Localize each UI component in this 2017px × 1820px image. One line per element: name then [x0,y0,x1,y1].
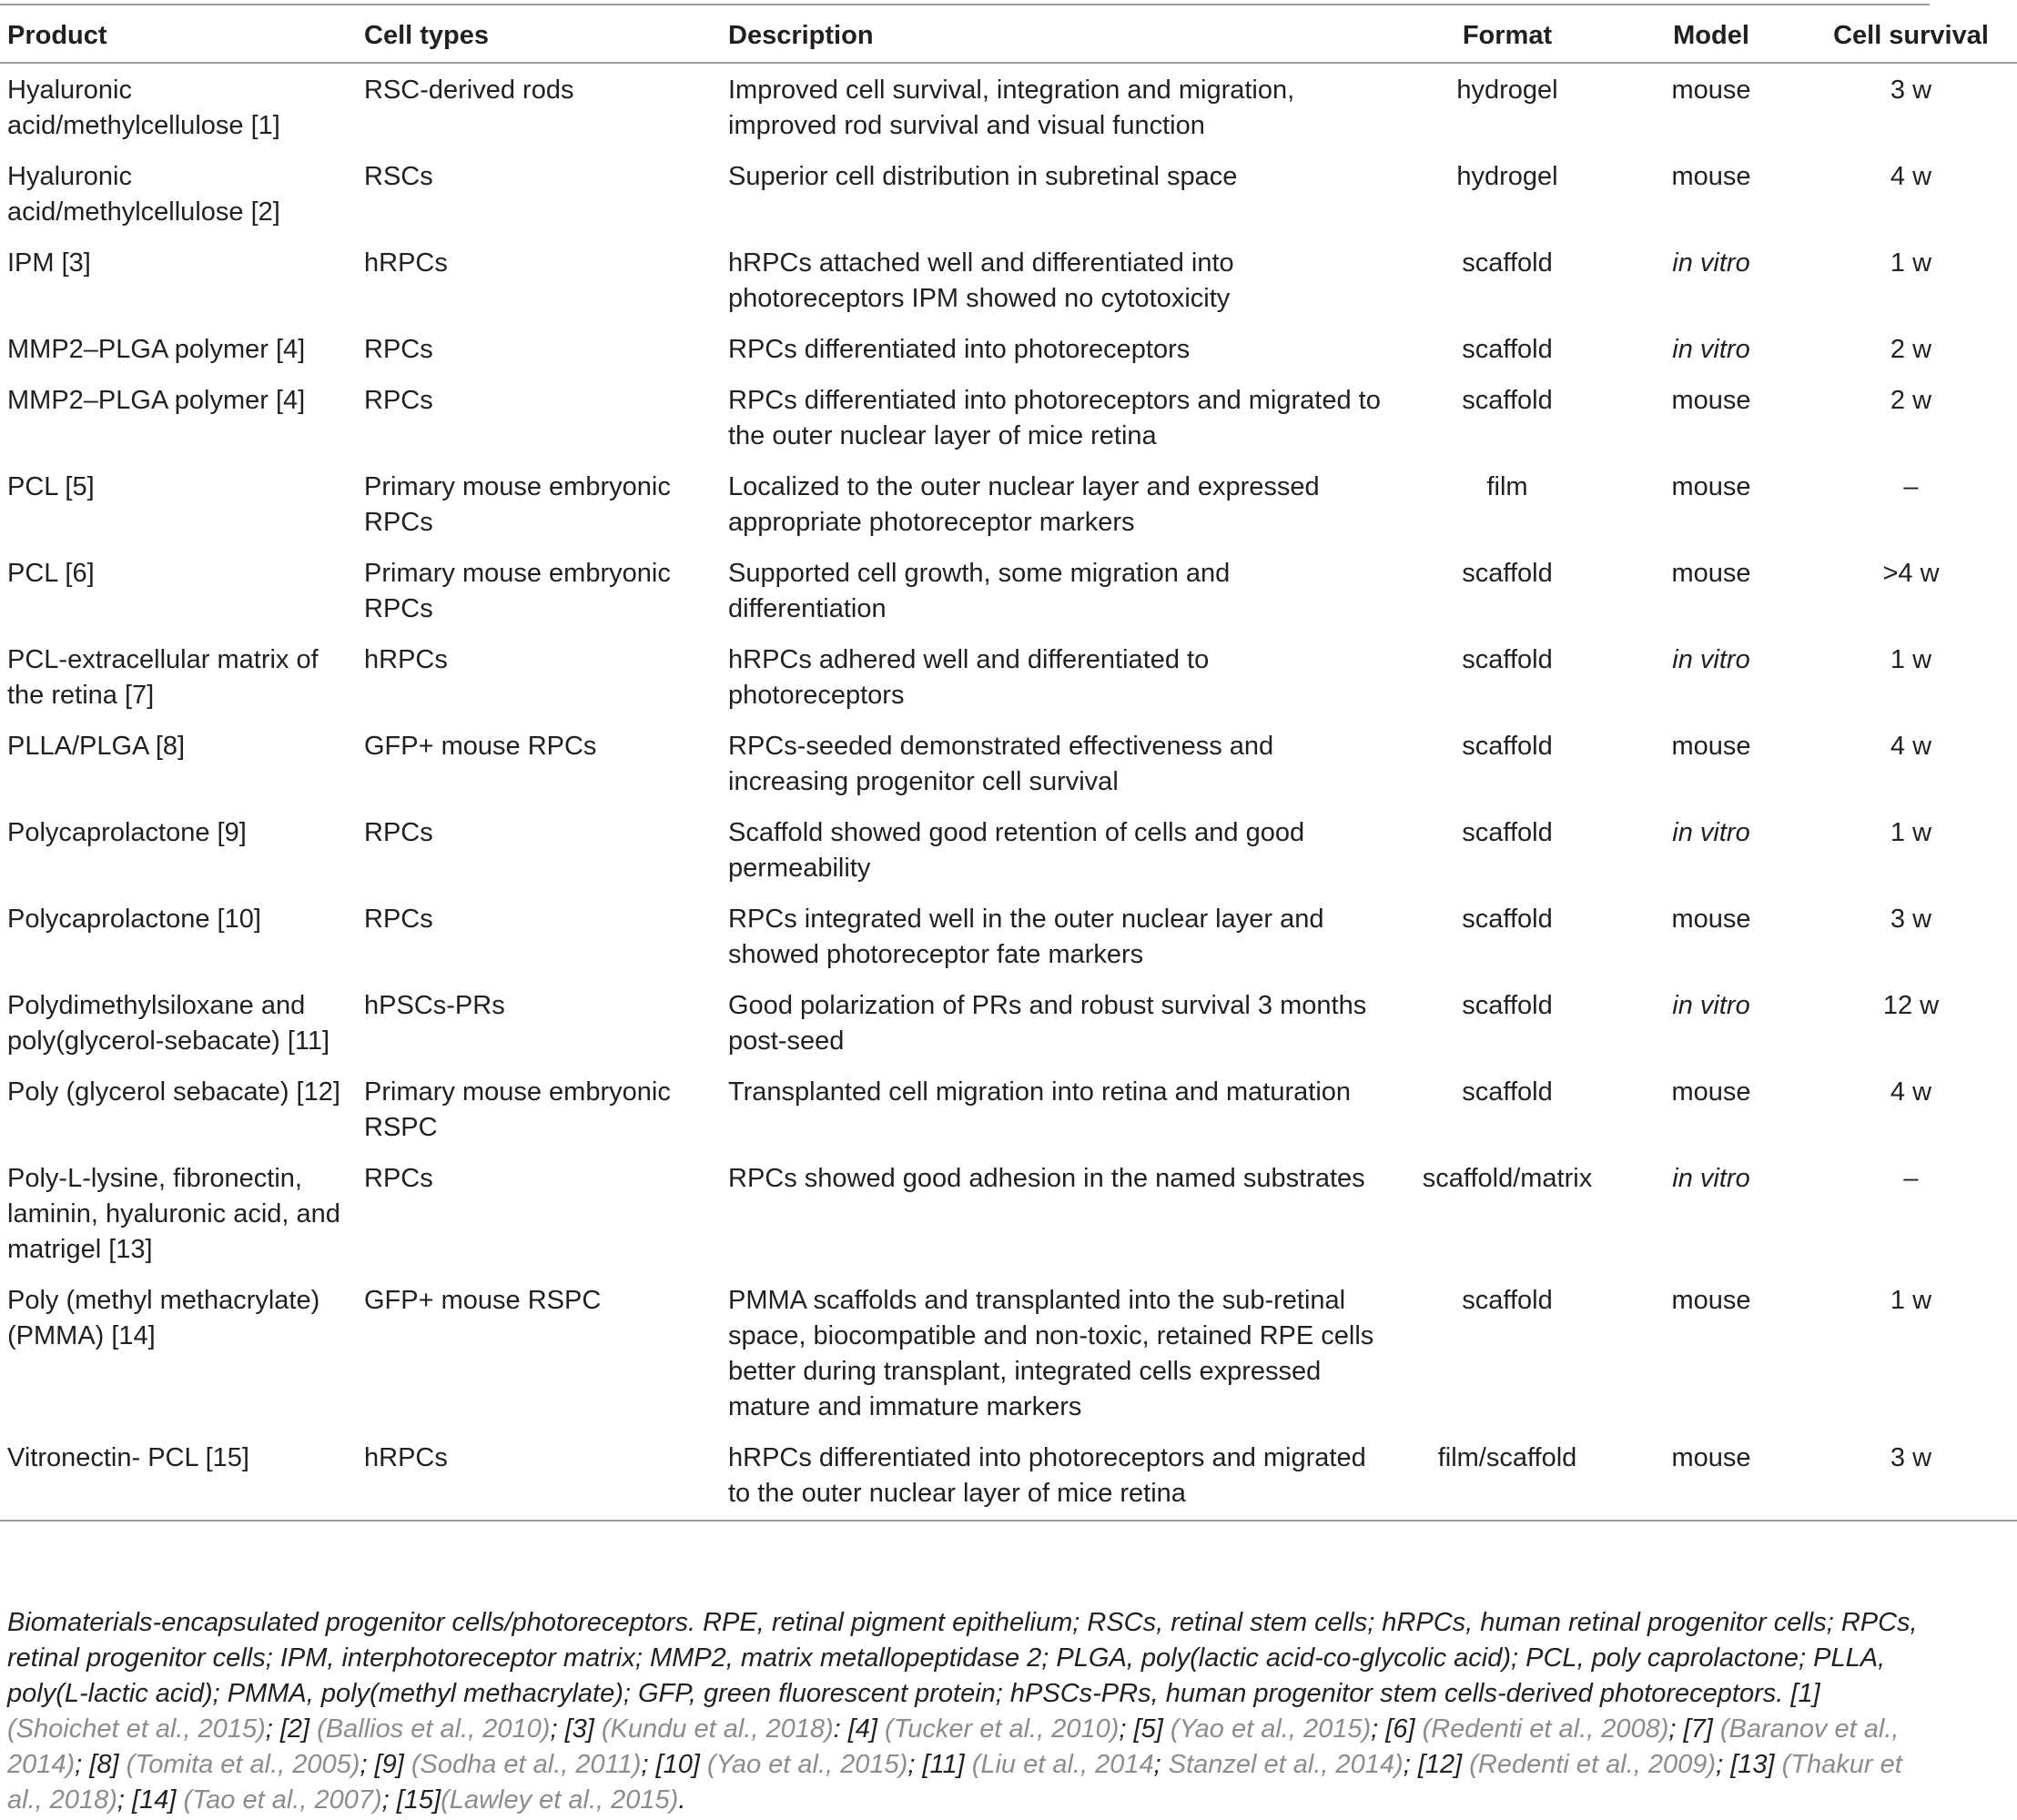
cell-description: Transplanted cell migration into retina and maturation [728,1077,1352,1107]
data-table [0,9,2017,1522]
cell-product: Polydimethylsiloxane and poly(glycerol-sebacate) [11] [7,991,330,1056]
caption-text: ; [7] [1668,1714,1720,1744]
cell-format: scaffold [1462,991,1553,1020]
cell-survival: 1 w [1890,248,1932,278]
header-model: Model [1617,9,1805,63]
caption-text: ; [11] [907,1750,972,1779]
table-row [0,460,2017,547]
cell-cell-types: RPCs [364,386,433,415]
header-product: Product [0,9,357,63]
caption-text: ; [5] [1119,1714,1171,1744]
cell-description: Improved cell survival, integration and migration, improved rod survival and visual function [728,76,1295,140]
cell-description: PMMA scaffolds and transplanted into the sub-retinal space, biocompatible and non-toxic, retained RPE cells better during transplant, integrated cells expressed mature and immature markers [728,1286,1374,1421]
caption-text: ; [13] [1716,1750,1782,1779]
cell-format: film/scaffold [1397,1431,1617,1521]
cell-product: Poly (methyl methacrylate) (PMMA) [14] [7,1286,320,1350]
caption-citation: (Liu et al., 2014 [971,1750,1154,1779]
cell-product: MMP2–PLGA polymer [4] [7,335,306,364]
header-cell-types: Cell types [357,9,721,63]
cell-survival: 1 w [1890,645,1932,674]
cell-product: PCL [6] [7,559,95,588]
cell-product: Polycaprolactone [9] [7,818,247,847]
caption-text: ; [14] [117,1785,184,1815]
cell-description: Superior cell distribution in subretinal space [728,162,1238,191]
cell-format: scaffold [1462,1286,1553,1315]
cell-product: PCL [5] [7,472,95,501]
table-caption [7,1605,1922,1818]
cell-survival: 3 w [1890,905,1932,934]
cell-product: IPM [3] [7,248,91,278]
cell-cell-types: GFP+ mouse RPCs [364,732,597,761]
cell-format: scaffold [1462,335,1553,364]
cell-product: PCL-extracellular matrix of the retina [7] [7,645,319,710]
cell-format: scaffold [1462,645,1553,674]
cell-model: mouse [1671,386,1751,415]
cell-model: in vitro [1672,991,1750,1020]
table-row [0,893,2017,979]
caption-citation: (Sodha et al., 2011) [410,1750,642,1779]
cell-format: film [1486,472,1528,501]
cell-product: Hyaluronic acid/methylcellulose [1] [7,76,280,140]
cell-cell-types: RSCs [364,162,433,191]
caption-text: ; [12] [1403,1750,1470,1779]
table-row [0,633,2017,720]
caption-citation: (Tomita et al., 2005) [126,1750,360,1779]
table-row [0,547,2017,633]
cell-product: Hyaluronic acid/methylcellulose [2] [7,162,280,227]
caption-text: . [678,1785,686,1815]
caption-citation: (Tucker et al., 2010) [885,1714,1120,1744]
caption-citation: Stanzel et al., 2014) [1168,1750,1404,1779]
header-format: Format [1397,9,1617,63]
cell-cell-types: RPCs [364,1164,433,1193]
cell-model: mouse [1671,162,1751,191]
cell-format: scaffold [1462,732,1553,761]
caption-citation: (Yao et al., 2015) [1170,1714,1372,1744]
caption-citation: (Lawley et al., 2015) [441,1785,679,1815]
cell-model: mouse [1671,76,1751,105]
table-row [0,63,2017,150]
cell-cell-types: hPSCs-PRs [364,991,505,1020]
cell-format: scaffold/matrix [1422,1164,1593,1193]
cell-format: scaffold [1462,248,1553,278]
table-row [0,1274,2017,1431]
cell-model: in vitro [1672,335,1750,364]
table-row [0,323,2017,374]
table-row [0,150,2017,237]
caption-text: ; [1153,1750,1169,1779]
table-row [0,374,2017,460]
cell-cell-types: Primary mouse embryonic RPCs [364,559,671,623]
cell-model: mouse [1671,905,1751,934]
cell-model: mouse [1671,559,1751,588]
cell-cell-types: hRPCs [357,1431,721,1521]
cell-survival: 2 w [1890,335,1932,364]
table-row [0,1152,2017,1274]
caption-citation: (Baranov et al., 2014) [7,1714,1900,1779]
cell-cell-types: RSC-derived rods [364,76,574,105]
caption-text: Biomaterials-encapsulated progenitor cells/photoreceptors. RPE, retinal pigment epithelium; RSCs, retinal stem cells; hRPCs, human retinal progenitor cells; RPCs, retinal progenitor cells; IPM, interphotoreceptor matrix; MMP2, matrix metallopeptidase 2; PLGA, poly(lactic acid-co-glycolic acid); PCL, poly caprolactone; PLLA, poly(L-lactic acid); PMMA, poly(methyl methacrylate); GFP, green fluorescent protein; hPSCs-PRs, human progenitor stem cells-derived photoreceptors. [1] [7,1608,1918,1708]
cell-product: Vitronectin- PCL [15] [0,1431,357,1521]
cell-description: hRPCs adhered well and differentiated to photoreceptors [728,645,1210,710]
cell-description: RPCs showed good adhesion in the named substrates [728,1164,1365,1193]
cell-survival: 12 w [1882,991,1940,1020]
cell-survival: 4 w [1890,1077,1932,1107]
cell-survival: 3 w [1890,76,1932,105]
cell-model: mouse [1671,1077,1751,1107]
caption-citation: (Redenti et al., 2008) [1422,1714,1669,1744]
caption-text: ; [8] [75,1750,127,1779]
cell-survival: 2 w [1890,386,1932,415]
cell-format: scaffold [1462,905,1553,934]
cell-cell-types: Primary mouse embryonic RSPC [364,1077,671,1142]
cell-model: mouse [1671,472,1751,501]
cell-model: in vitro [1672,645,1750,674]
caption-text: ; [3] [550,1714,602,1744]
table-header-row [0,9,2017,63]
cell-description: hRPCs differentiated into photoreceptors and migrated to the outer nuclear layer of mice retina [721,1431,1397,1521]
cell-survival: – [1903,472,1919,501]
cell-product: Poly-L-lysine, fibronectin, laminin, hyaluronic acid, and matrigel [13] [7,1164,340,1264]
cell-description: Supported cell growth, some migration and differentiation [728,559,1231,623]
cell-model: mouse [1671,1286,1751,1315]
caption-citation: (Kundu et al., 2018) [601,1714,834,1744]
caption-citation: (Redenti et al., 2009) [1469,1750,1717,1779]
table-row [0,720,2017,806]
caption-text: ; [15] [381,1785,441,1815]
cell-product: Polycaprolactone [10] [7,905,261,934]
cell-survival: 1 w [1890,818,1932,847]
cell-survival: 3 w [1805,1431,2017,1521]
cell-survival: – [1903,1164,1919,1193]
caption-text: : [4] [833,1714,886,1744]
header-description: Description [721,9,1397,63]
cell-description: Good polarization of PRs and robust survival 3 months post-seed [728,991,1367,1056]
cell-cell-types: RPCs [364,905,433,934]
cell-format: hydrogel [1456,76,1558,105]
cell-survival: >4 w [1882,559,1940,588]
table-body [0,63,2017,1521]
cell-description: RPCs differentiated into photoreceptors [728,335,1191,364]
cell-cell-types: RPCs [364,818,433,847]
caption-text: ; [2] [265,1714,318,1744]
caption-citation: (Tao et al., 2007) [183,1785,382,1815]
table-row [0,979,2017,1066]
cell-product: Poly (glycerol sebacate) [12] [7,1077,340,1107]
caption-citation: (Yao et al., 2015) [706,1750,908,1779]
cell-cell-types: hRPCs [364,248,448,278]
cell-format: scaffold [1462,818,1553,847]
cell-survival: 4 w [1890,732,1932,761]
cell-product: PLLA/PLGA [8] [7,732,186,761]
cell-format: scaffold [1462,559,1553,588]
caption-citation: (Thakur et al., 2018) [7,1750,1902,1815]
cell-product: MMP2–PLGA polymer [4] [7,386,306,415]
cell-model: in vitro [1672,1164,1750,1193]
cell-survival: 1 w [1890,1286,1932,1315]
caption-text: ; [10] [641,1750,707,1779]
cell-description: Localized to the outer nuclear layer and expressed appropriate photoreceptor markers [728,472,1320,537]
caption-text: ; [9] [360,1750,411,1779]
header-cell-survival: Cell survival [1805,9,2017,63]
table-row [0,806,2017,893]
table-row [0,1066,2017,1152]
caption-citation: (Shoichet et al., 2015) [7,1714,266,1744]
caption-text: ; [6] [1371,1714,1423,1744]
cell-model: mouse [1617,1431,1805,1521]
cell-cell-types: RPCs [364,335,433,364]
cell-format: scaffold [1462,1077,1553,1107]
cell-format: hydrogel [1456,162,1558,191]
cell-description: RPCs-seeded demonstrated effectiveness and increasing progenitor cell survival [728,732,1274,796]
cell-model: in vitro [1672,248,1750,278]
cell-format: scaffold [1462,386,1553,415]
cell-cell-types: Primary mouse embryonic RPCs [364,472,671,537]
top-rule [0,4,1930,5]
cell-model: mouse [1671,732,1751,761]
cell-description: Scaffold showed good retention of cells and good permeability [728,818,1305,883]
table-row [0,237,2017,323]
cell-cell-types: hRPCs [364,645,448,674]
cell-description: hRPCs attached well and differentiated into photoreceptors IPM showed no cytotoxicity [728,248,1234,313]
caption-citation: (Ballios et al., 2010) [317,1714,551,1744]
cell-description: RPCs differentiated into photoreceptors and migrated to the outer nuclear layer of mice retina [728,386,1381,450]
table-row [0,1431,2017,1521]
cell-model: in vitro [1672,818,1750,847]
cell-description: RPCs integrated well in the outer nuclear layer and showed photoreceptor fate markers [728,905,1324,969]
cell-cell-types: GFP+ mouse RSPC [364,1286,602,1315]
cell-survival: 4 w [1890,162,1932,191]
